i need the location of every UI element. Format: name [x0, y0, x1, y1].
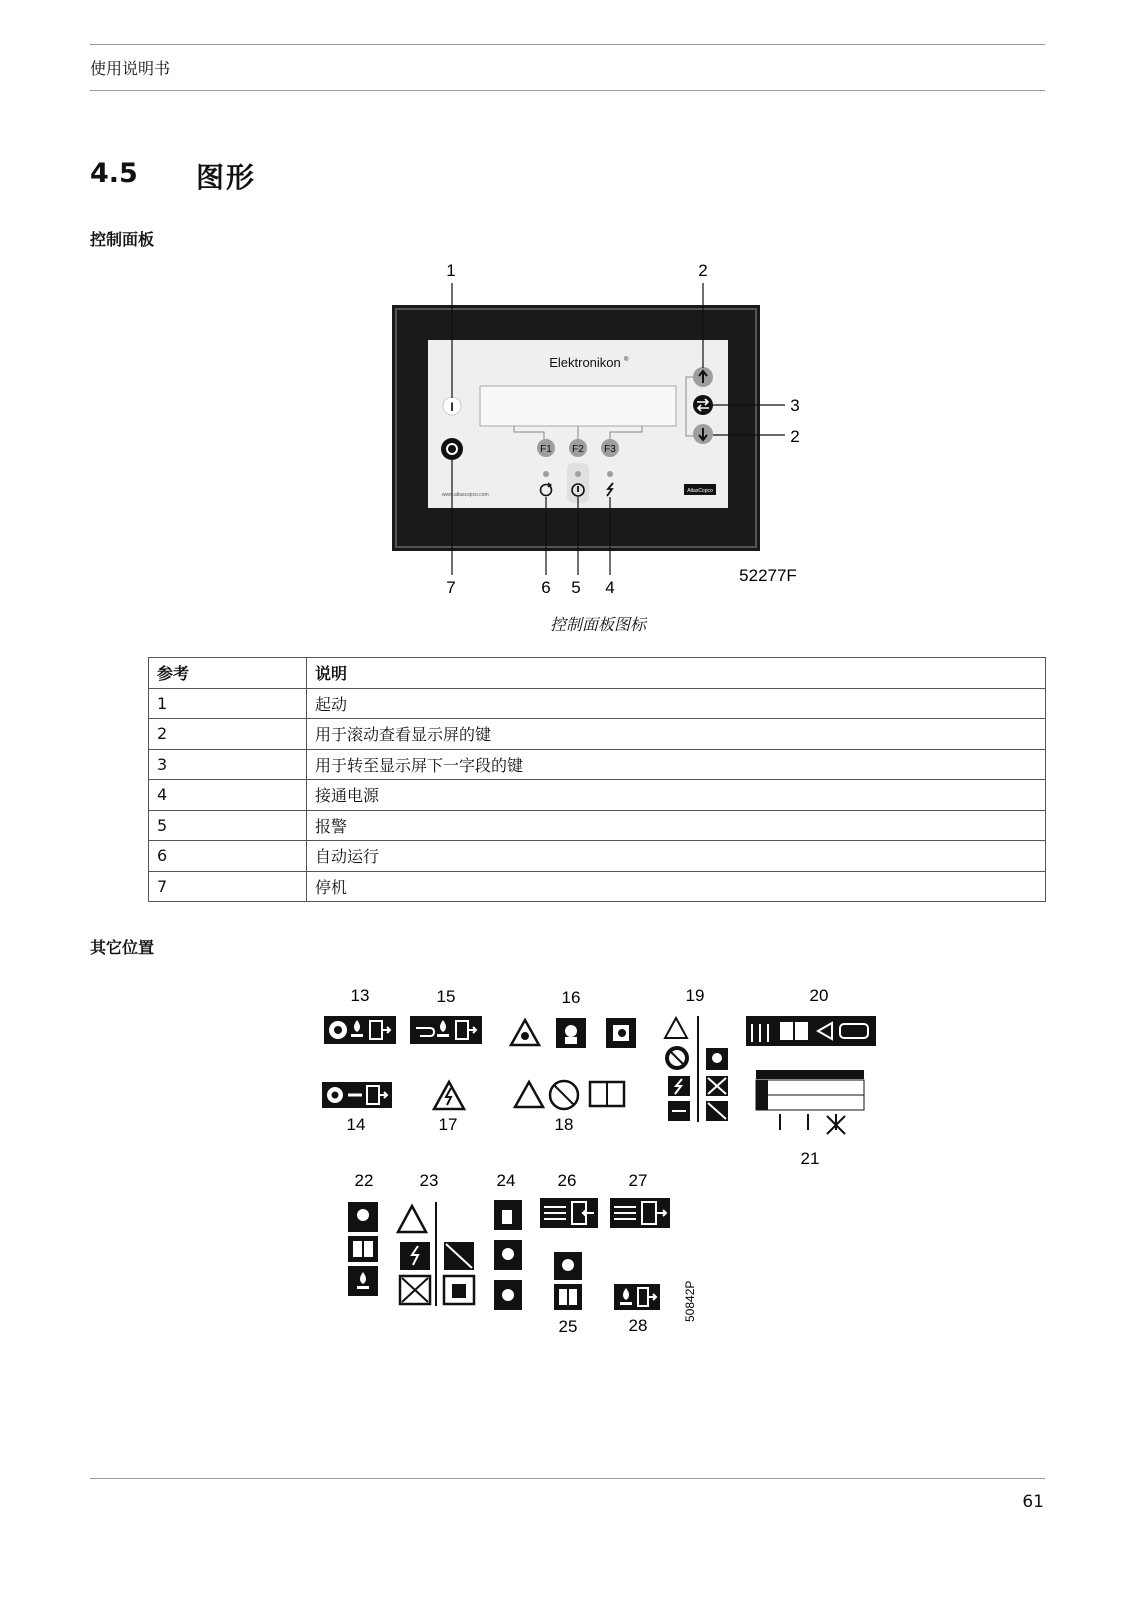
- brand-text: Elektronikon: [549, 355, 621, 370]
- callout-2-right: 2: [790, 427, 800, 446]
- header-top-rule: [90, 44, 1045, 45]
- loc-label-14: 14: [346, 1115, 366, 1134]
- pictogram-16-icon: [511, 1018, 636, 1048]
- callout-6: 6: [541, 578, 551, 597]
- table-cell-desc: 起动: [307, 688, 1046, 719]
- table-row: [149, 871, 1046, 902]
- loc-label-20: 20: [809, 986, 829, 1005]
- pictogram-28-icon: [614, 1284, 660, 1310]
- table-cell-desc: 用于滚动查看显示屏的键: [307, 719, 1046, 750]
- callout-1: 1: [446, 261, 456, 280]
- display-window: [480, 386, 676, 426]
- f2-key[interactable]: [569, 439, 587, 457]
- svg-text:AtlasCopco: AtlasCopco: [687, 488, 713, 494]
- loc-label-15: 15: [436, 987, 456, 1006]
- pictogram-22-icon: [348, 1202, 378, 1296]
- pictogram-14-icon: [322, 1082, 392, 1108]
- start-button[interactable]: [443, 397, 461, 415]
- f1-key[interactable]: [537, 439, 555, 457]
- locations-heading: 其它位置: [90, 938, 155, 957]
- table-row: [149, 688, 1046, 719]
- callout-2-top: 2: [698, 261, 708, 280]
- section-title: 图形: [196, 161, 257, 194]
- loc-label-23: 23: [419, 1171, 439, 1190]
- reference-table: [148, 657, 1046, 902]
- callout-7: 7: [446, 578, 456, 597]
- control-panel-figure: [380, 255, 830, 600]
- pictogram-26-icon: [540, 1198, 598, 1228]
- auto-led: [543, 471, 549, 477]
- header-bottom-rule: [90, 90, 1045, 91]
- table-cell-ref: 2: [149, 719, 307, 750]
- pictogram-21-icon: [756, 1070, 864, 1134]
- table-cell-ref: 7: [149, 871, 307, 902]
- table-cell-desc: 停机: [307, 871, 1046, 902]
- panel-url: www.atlascopco.com: [442, 492, 489, 498]
- loc-label-16: 16: [561, 988, 581, 1007]
- table-row: [149, 841, 1046, 872]
- loc-label-27: 27: [628, 1171, 648, 1190]
- page-number: 61: [1022, 1492, 1044, 1512]
- pictogram-24-icon: [494, 1200, 522, 1310]
- table-cell-ref: 3: [149, 749, 307, 780]
- pictogram-13-icon: [324, 1016, 396, 1044]
- table-row: [149, 749, 1046, 780]
- figure-caption: 控制面板图标: [549, 615, 646, 634]
- loc-figure-id: 50842P: [683, 1280, 697, 1322]
- callout-3: 3: [790, 396, 800, 415]
- power-led: [607, 471, 613, 477]
- table-cell-desc: 接通电源: [307, 780, 1046, 811]
- loc-label-19: 19: [685, 986, 705, 1005]
- pictogram-25-icon: [554, 1252, 582, 1310]
- tab-key[interactable]: [693, 395, 713, 415]
- pictogram-20-icon: [746, 1016, 876, 1046]
- alarm-led: [575, 471, 581, 477]
- table-cell-ref: 4: [149, 780, 307, 811]
- table-header-row: [149, 658, 1046, 689]
- callout-5: 5: [571, 578, 581, 597]
- loc-label-13: 13: [350, 986, 370, 1005]
- table-cell-desc: 用于转至显示屏下一字段的键: [307, 749, 1046, 780]
- table-cell-ref: 5: [149, 810, 307, 841]
- table-cell-ref: 6: [149, 841, 307, 872]
- brand-mark: ®: [624, 357, 629, 363]
- stop-button[interactable]: [441, 438, 463, 460]
- f3-label: F3: [604, 444, 616, 455]
- loc-label-28: 28: [628, 1316, 648, 1335]
- loc-label-17: 17: [438, 1115, 458, 1134]
- table-row: [149, 719, 1046, 750]
- pictogram-23-icon: [398, 1202, 474, 1306]
- locations-figure: [310, 980, 910, 1340]
- loc-label-18: 18: [554, 1115, 574, 1134]
- loc-label-24: 24: [496, 1171, 516, 1190]
- table-header-ref: 参考: [149, 658, 307, 689]
- f3-key[interactable]: [601, 439, 619, 457]
- pictogram-27-icon: [610, 1198, 670, 1228]
- f2-label: F2: [572, 444, 584, 455]
- table-cell-desc: 报警: [307, 810, 1046, 841]
- scroll-down-key[interactable]: [693, 424, 713, 444]
- table-row: [149, 810, 1046, 841]
- table-cell-ref: 1: [149, 688, 307, 719]
- scroll-up-key[interactable]: [693, 367, 713, 387]
- section-number: 4.5: [90, 158, 138, 189]
- table-header-desc: 说明: [307, 658, 1046, 689]
- pictogram-19-icon: [665, 1016, 728, 1122]
- table-row: [149, 780, 1046, 811]
- loc-label-26: 26: [557, 1171, 577, 1190]
- loc-label-25: 25: [558, 1317, 578, 1336]
- figure-id: 52277F: [739, 566, 797, 585]
- panel-heading: 控制面板: [90, 230, 155, 249]
- footer-rule: [90, 1478, 1045, 1479]
- f1-label: F1: [540, 444, 552, 455]
- loc-label-22: 22: [354, 1171, 374, 1190]
- start-symbol: I: [450, 400, 454, 414]
- header-title: 使用说明书: [90, 59, 171, 78]
- pictogram-17-icon: [434, 1082, 464, 1109]
- callout-4: 4: [605, 578, 615, 597]
- loc-label-21: 21: [800, 1149, 820, 1168]
- pictogram-15-icon: [410, 1016, 482, 1044]
- table-cell-desc: 自动运行: [307, 841, 1046, 872]
- pictogram-18-icon: [515, 1081, 624, 1109]
